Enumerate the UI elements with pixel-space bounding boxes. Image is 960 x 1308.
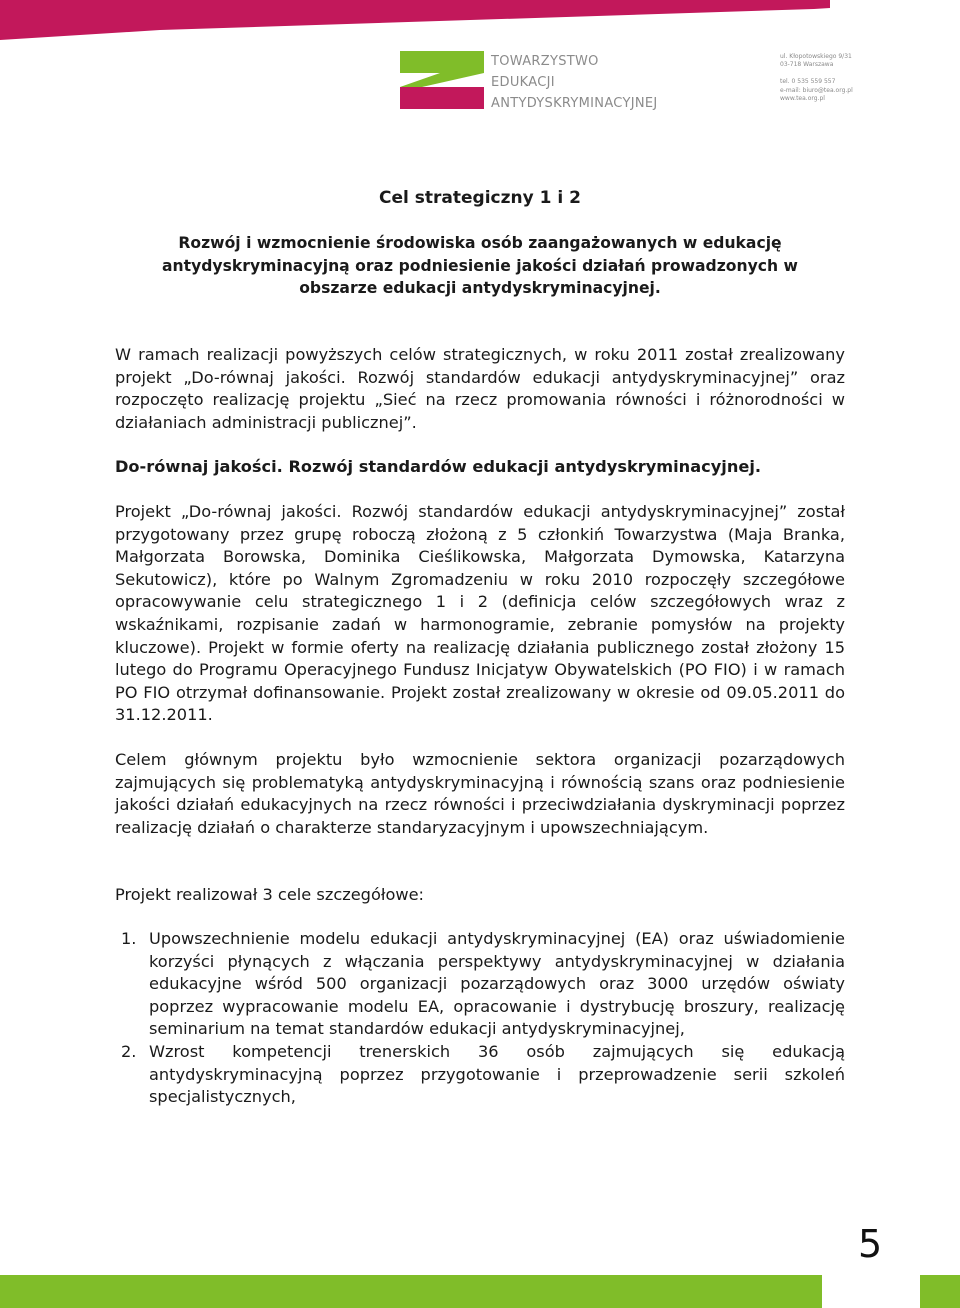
magenta-banner-shape — [0, 0, 830, 40]
footer-green-bar — [0, 1275, 822, 1308]
org-name-line: EDUKACJI — [491, 75, 555, 90]
lead-statement — [140, 232, 820, 300]
page-number: 5 — [858, 1222, 883, 1266]
paragraph-text: Celem głównym projektu było wzmocnienie sektora organizacji pozarządowych zajmujących się problematyką antydyskryminacyjną i równością szans oraz podniesienie jakości działań edukacyjnych na rzecz równości i przeciwdziałania dyskryminacji poprzez realizację działań o charakterze standaryzacyjnym i upowszechniającym. — [115, 750, 845, 837]
address-line: ul. Kłopotowskiego 9/31 — [780, 53, 852, 60]
contact-block — [780, 53, 853, 103]
objectives-list — [115, 928, 845, 1109]
list-item-text: Wzrost kompetencji trenerskich 36 osób zajmujących się edukacją antydyskryminacyjną poprzez przygotowanie i przeprowadzenie serii szkoleń specjalistycznych, — [149, 1041, 845, 1107]
project-paragraph — [115, 501, 845, 727]
address-line: 03-718 Warszawa — [780, 61, 834, 69]
lead-line: Rozwój i wzmocnienie środowiska osób zaangażowanych w edukację — [178, 234, 782, 252]
list-item — [115, 1041, 845, 1109]
logo-magenta-bottom — [400, 87, 484, 109]
organization-name — [491, 51, 658, 114]
intro-paragraph — [115, 344, 845, 434]
list-item-number: 2. — [121, 1041, 137, 1061]
org-name-line: ANTYDYSKRYMINACYJNEJ — [491, 96, 658, 111]
org-name-line: TOWARZYSTWO — [491, 54, 599, 69]
footer-green-bar-right — [920, 1275, 960, 1308]
email-line: e-mail: biuro@tea.org.pl — [780, 86, 853, 94]
list-item-number: 1. — [121, 929, 137, 948]
paragraph-text: W ramach realizacji powyższych celów strategicznych, w roku 2011 został zrealizowany projekt „Do-równaj jakości. Rozwój standardów edukacji antydyskryminacyjnej” oraz rozpoczęto realizację projektu „Sieć na rzecz promowania równości i różnorodności w działaniach administracji publicznej”. — [115, 345, 845, 432]
section-heading: Do-równaj jakości. Rozwój standardów edukacji antydyskryminacyjnej. — [115, 457, 762, 476]
logo-green-top — [400, 51, 484, 73]
objectives-intro — [115, 884, 845, 907]
paragraph-text: Projekt realizował 3 cele szczegółowe: — [115, 885, 425, 904]
page-title: Cel strategiczny 1 i 2 — [379, 188, 581, 208]
goal-paragraph — [115, 749, 845, 839]
lead-line: antydyskryminacyjną oraz podniesienie jakości działań prowadzonych w — [162, 256, 798, 275]
paragraph-text: Projekt „Do-równaj jakości. Rozwój standardów edukacji antydyskryminacyjnej” został przygotowany przez grupę roboczą złożoną z 5 członkiń Towarzystwa (Maja Branka, Małgorzata Borowska, Dominika Cieślikowska, Małgorzata Dymowska, Katarzyna Sekutowicz), które po Walnym Zgromadzeniu w roku 2010 rozpoczęły szczegółowe opracowywanie celu strategicznego 1 i 2 (definicja celów szczegółowych wraz z wskaźnikami, rozpisanie zadań w harmonogramie, zebranie pomysłów na projekty kluczowe). Projekt w formie oferty na realizację działania publicznego został złożony 15 lutego do Programu Operacyjnego Fundusz Inicjatyw Obywatelskich (PO FIO) i w ramach PO FIO otrzymał dofinansowanie. Projekt został zrealizowany w okresie od 09.05.2011 do 31.12.2011. — [115, 502, 845, 725]
letterhead — [0, 0, 960, 130]
list-item-text: Upowszechnienie modelu edukacji antydyskryminacyjnej (EA) oraz uświadomienie korzyści płynących z włączania perspektywy antydyskryminacyjnej w działania edukacyjne wśród 500 organizacji pozarządowych oraz 3000 urzędów oświaty poprzez wypracowanie modelu EA, opracowanie i dystrybucję broszury, realizację seminarium na temat standardów edukacji antydyskryminacyjnej, — [149, 929, 845, 1039]
list-item — [115, 928, 845, 1041]
lead-line: obszarze edukacji antydyskryminacyjnej. — [299, 279, 661, 298]
spacer — [780, 69, 853, 78]
website-line: www.tea.org.pl — [780, 94, 825, 102]
phone-line: tel. 0 535 559 557 — [780, 78, 836, 86]
